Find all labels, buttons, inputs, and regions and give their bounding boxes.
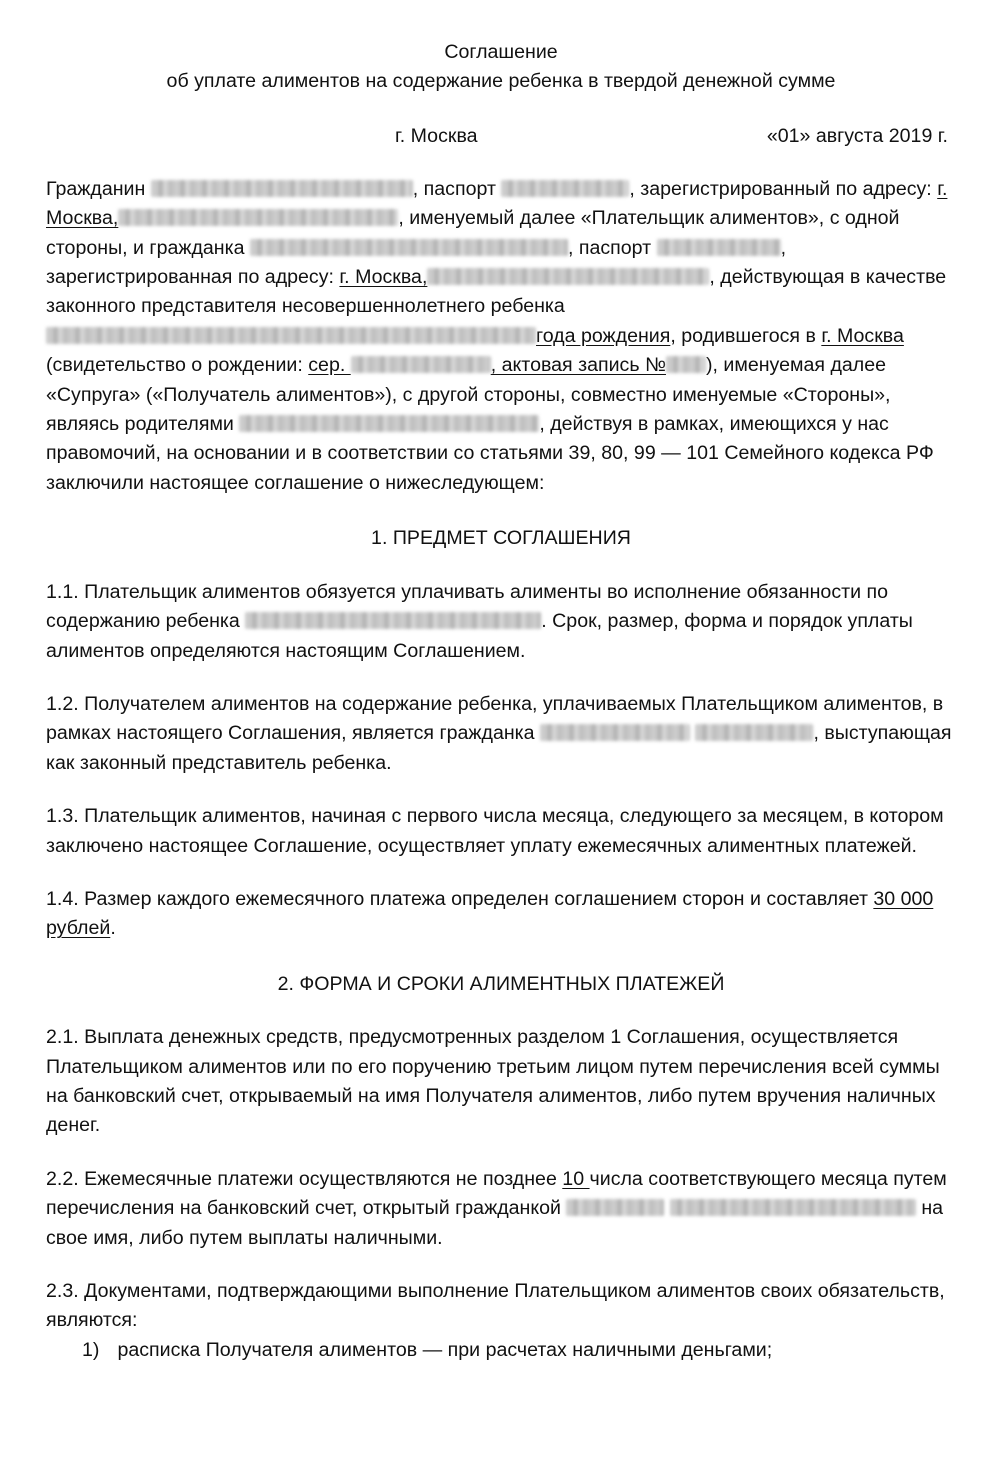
redacted-child-name xyxy=(239,415,539,432)
intro-city: г. Москва, xyxy=(46,177,948,230)
clause-2-1: 2.1. Выплата денежных средств, предусмотренных разделом 1 Соглашения, осуществляется Плательщиком алиментов или по его поручению третьим лицом путем перечисления всей суммы на банковский счет, открываемый на имя Получателя алиментов, либо путем вручения наличных денег. xyxy=(46,1026,940,1137)
place-date-row xyxy=(46,121,956,151)
intro-text: Гражданин xyxy=(46,177,151,200)
intro-text: , паспорт xyxy=(567,236,657,259)
intro-text: ), именуемая далее «Супруга» («Получатель алиментов»), с другой стороны, совместно именуемые «Стороны», являясь родителями xyxy=(46,354,891,436)
intro-text: , действуя в рамках, имеющихся у нас правомочий, на основании и в соответствии со статьями 39, 80, 99 — 101 Семейного кодекса РФ заключили настоящее соглашение о нижеследующем: xyxy=(46,413,934,494)
redacted-recipient-name xyxy=(566,1199,664,1216)
list-text: расписка Получателя алиментов — при расчетах наличными деньгами; xyxy=(117,1338,773,1361)
clause-1-3: 1.3. Плательщик алиментов, начиная с первого числа месяца, следующего за месяцем, в котором заключено настоящее Соглашение, осуществляет уплату ежемесячных алиментных платежей. xyxy=(46,805,944,857)
clause-2-2 xyxy=(46,1165,956,1253)
redacted-recipient-name xyxy=(695,724,813,741)
redacted-payer-name xyxy=(151,180,413,197)
intro-cert: , актовая запись № xyxy=(490,354,667,377)
document-page xyxy=(46,38,956,1365)
payment-day: 10 xyxy=(562,1167,590,1190)
clause-text: . Срок, размер, форма и порядок уплаты алиментов определяются настоящим Соглашением. xyxy=(46,610,913,662)
redacted-address xyxy=(427,268,709,285)
redacted-recipient-name xyxy=(540,724,690,741)
intro-text: , именуемый далее «Плательщик алиментов», с одной стороны, и гражданка xyxy=(46,207,900,259)
clause-1-1 xyxy=(46,578,956,666)
intro-birthplace: г. Москва xyxy=(821,324,904,347)
list-number: 1) xyxy=(82,1338,100,1361)
section-1-heading: 1. ПРЕДМЕТ СОГЛАШЕНИЯ xyxy=(371,527,631,550)
payment-amount: 30 000 рублей xyxy=(46,887,934,940)
list-item xyxy=(46,1336,956,1365)
intro-text: , зарегистрированный по адресу: xyxy=(629,177,938,200)
clause-text: 2.2. Ежемесячные платежи осуществляются не позднее xyxy=(46,1167,563,1190)
clause-2-3: 2.3. Документами, подтверждающими выполнение Плательщиком алиментов своих обязательств, являются: xyxy=(46,1280,945,1332)
clause-text: числа соответствующего месяца путем перечисления на банковский счет, открытый гражданкой xyxy=(46,1167,947,1220)
clause-1-2 xyxy=(46,690,956,778)
clause-text: , выступающая как законный представитель ребенка. xyxy=(46,722,952,774)
document-date: «01» августа 2019 г. xyxy=(766,124,948,147)
redacted-address xyxy=(118,209,398,226)
intro-text: , паспорт xyxy=(412,177,502,200)
redacted-record-number xyxy=(666,356,706,373)
clause-text: 1.1. Плательщик алиментов обязуется уплачивать алименты во исполнение обязанности по содержанию ребенка xyxy=(46,580,888,633)
redacted-recipient-name xyxy=(250,239,568,256)
intro-cert: сер. xyxy=(308,354,351,377)
clause-1-4 xyxy=(46,885,956,944)
redacted-child-name-dob xyxy=(46,327,536,344)
clause-text: . xyxy=(110,917,116,940)
redacted-passport xyxy=(657,239,781,256)
redacted-recipient-name xyxy=(670,1199,916,1216)
intro-text: , зарегистрированная по адресу: xyxy=(46,236,787,289)
clause-text: 1.2. Получателем алиментов на содержание ребенка, уплачиваемых Плательщиком алиментов, в рамках настоящего Соглашения, является гражданка xyxy=(46,692,944,745)
intro-text: , действующая в качестве законного представителя несовершеннолетнего ребенка xyxy=(46,266,947,318)
document-city: г. Москва xyxy=(395,124,478,147)
document-title: Соглашение xyxy=(444,41,558,63)
intro-text: (свидетельство о рождении: xyxy=(46,354,309,377)
intro-city: г. Москва, xyxy=(339,266,428,289)
clause-text: на свое имя, либо путем выплаты наличными. xyxy=(46,1197,944,1249)
clause-text: 1.4. Размер каждого ежемесячного платежа определен соглашением сторон и составляет xyxy=(46,887,874,910)
section-2-heading: 2. ФОРМА И СРОКИ АЛИМЕНТНЫХ ПЛАТЕЖЕЙ xyxy=(277,972,725,995)
document-subtitle: об уплате алиментов на содержание ребенка в твердой денежной сумме xyxy=(166,70,836,93)
redacted-passport xyxy=(501,180,629,197)
redacted-cert-number xyxy=(351,356,491,373)
redacted-child-name xyxy=(245,612,541,629)
intro-text: , родившегося в xyxy=(670,324,822,347)
documents-list xyxy=(46,1336,956,1365)
intro-paragraph xyxy=(46,175,956,498)
intro-birth: года рождения xyxy=(536,324,671,347)
